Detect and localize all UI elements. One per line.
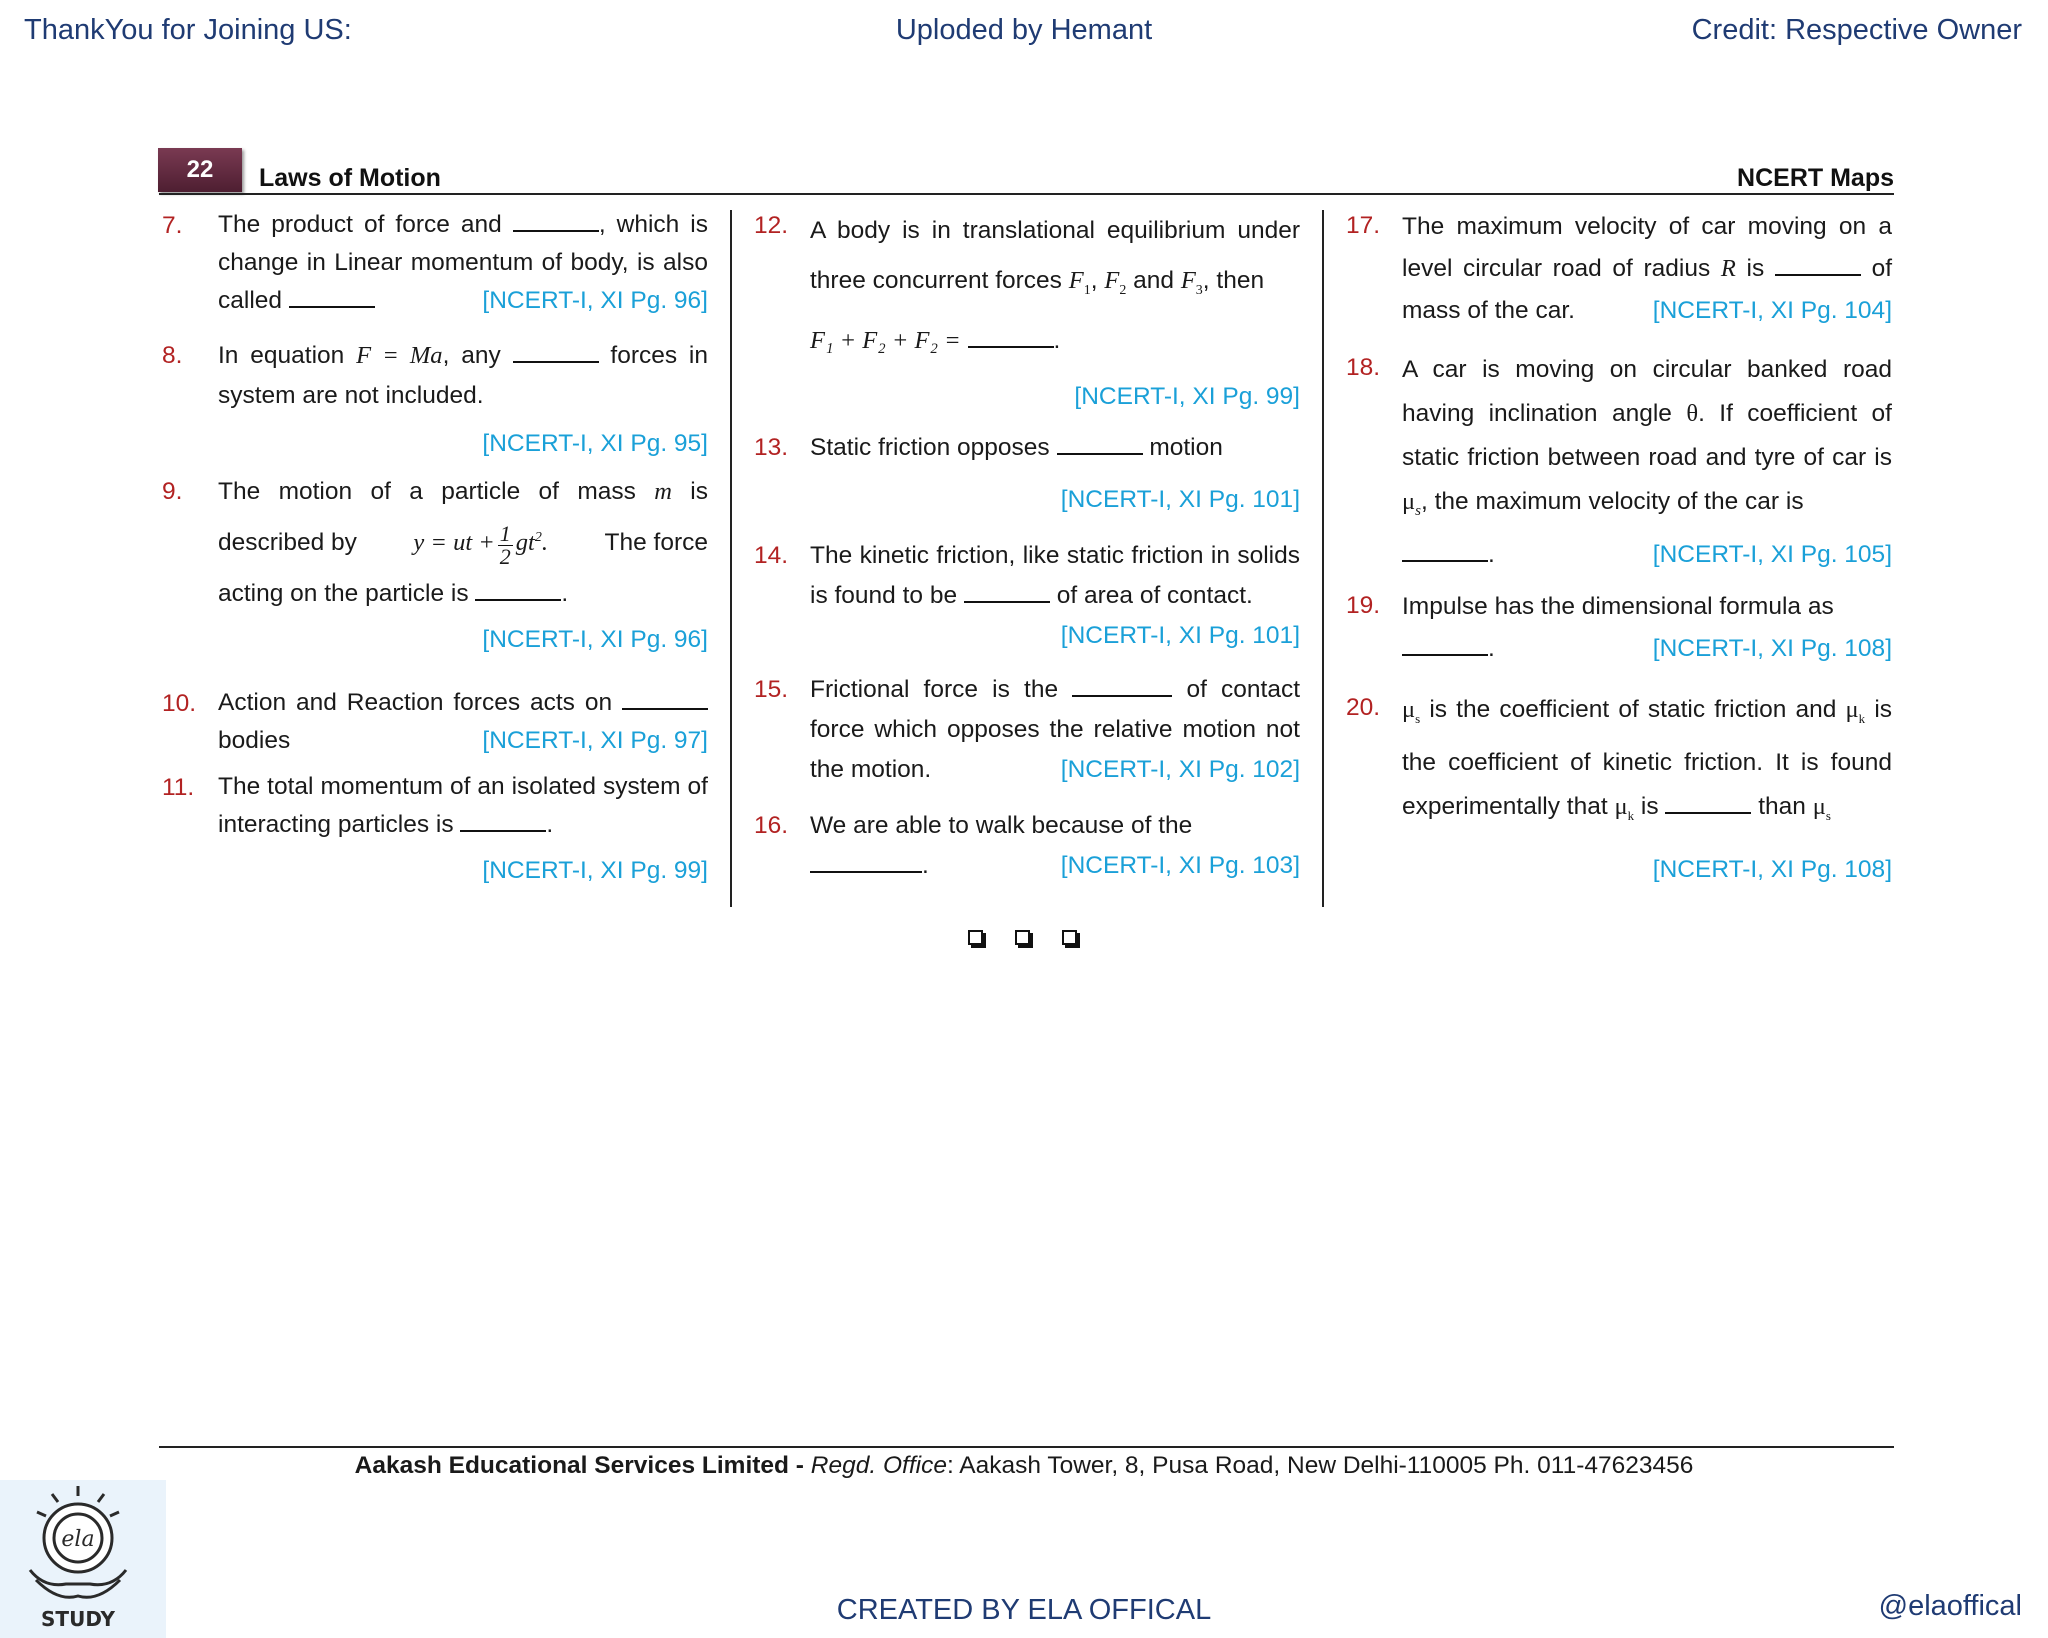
question-text: . If coefficient of static friction between road and tyre of car is — [1402, 400, 1892, 471]
question-text: bodies — [218, 727, 291, 754]
question-text: The maximum velocity of car moving on a level circular road of radius — [1402, 213, 1892, 282]
equation: F = Ma — [356, 342, 443, 369]
question-number: 19. — [1346, 592, 1381, 619]
footer-address-text: : Aakash Tower, 8, Pusa Road, New Delhi-110005 Ph. 011-47623456 — [946, 1452, 1694, 1479]
question-text: We are able to walk because of the — [810, 812, 1193, 839]
motion-equation: y = ut + $\frac{1}{2}$ $gt^2$. — [413, 520, 548, 569]
question-number: 11. — [162, 774, 195, 801]
question-number: 10. — [162, 690, 197, 717]
ncert-reference: [NCERT-I, XI Pg. 101] — [1060, 486, 1300, 513]
question-text: The motion of a particle of mass — [218, 478, 636, 505]
question-text: of area of contact. — [1056, 582, 1253, 609]
question-text: A body is in translational equilibrium under three concurrent forces — [810, 217, 1300, 294]
variable: R — [1720, 255, 1736, 282]
mu-s-symbol: $\mu_s$ — [1812, 792, 1831, 823]
answer-blank — [968, 324, 1054, 348]
question-text: , which is change in Linear momentum of body, is also called — [218, 211, 708, 314]
question-text: than — [1758, 792, 1806, 820]
footer-divider — [159, 1446, 1894, 1448]
ncert-reference: [NCERT-I, XI Pg. 95] — [482, 430, 708, 457]
mu-s-symbol: $\mu_s$ — [1402, 488, 1421, 519]
svg-text:ela: ela — [61, 1527, 95, 1552]
answer-blank — [1402, 538, 1488, 562]
force-vector-f1: $F_1$ — [1068, 267, 1091, 298]
sum-equation: F₁ + F₂ + F₂ = — [810, 326, 961, 354]
question-number: 14. — [754, 542, 789, 569]
banner-left-text: ThankYou for Joining US: — [24, 14, 352, 46]
answer-blank — [1775, 252, 1861, 276]
answer-blank — [289, 284, 375, 308]
question-number: 13. — [754, 434, 789, 461]
answer-blank — [810, 849, 922, 873]
question-text: and — [1133, 267, 1175, 294]
question-number: 12. — [754, 212, 789, 239]
footer-address — [0, 1452, 2048, 1480]
answer-blank — [1072, 673, 1172, 697]
footer-company: Aakash Educational Services Limited - — [354, 1452, 804, 1479]
ncert-reference: [NCERT-I, XI Pg. 99] — [482, 857, 708, 884]
square-bullet-icon — [1015, 930, 1030, 945]
ncert-reference: [NCERT-I, XI Pg. 101] — [1060, 622, 1300, 649]
ncert-reference: [NCERT-I, XI Pg. 96] — [482, 626, 708, 653]
question-number: 9. — [162, 478, 183, 505]
question-text: forces in system are not included. — [218, 342, 709, 409]
answer-blank — [1057, 431, 1143, 455]
force-vector-f3: $F_3$ — [1180, 267, 1203, 298]
question-text: described by — [218, 529, 357, 556]
social-handle: @elaoffical — [1878, 1590, 2022, 1622]
question-text: Static friction opposes — [810, 434, 1050, 461]
theta-symbol: θ — [1686, 400, 1699, 427]
answer-blank — [513, 208, 599, 232]
series-title: NCERT Maps — [1737, 164, 1894, 192]
chapter-title: Laws of Motion — [259, 164, 441, 192]
ncert-reference: [NCERT-I, XI Pg. 108] — [1652, 635, 1892, 662]
answer-blank — [513, 339, 599, 363]
section-end-marker — [968, 930, 1077, 945]
logo-text: STUDY — [41, 1607, 115, 1631]
header-divider — [159, 193, 1894, 195]
question-number: 7. — [162, 212, 183, 239]
banner-center-text: Uploded by Hemant — [895, 14, 1153, 46]
answer-blank — [1402, 632, 1488, 656]
column-divider-2 — [1322, 210, 1324, 907]
question-text: The kinetic friction, like static friction in solids is found to be — [810, 542, 1300, 609]
question-text: is — [690, 478, 708, 505]
column-divider-1 — [730, 210, 732, 907]
answer-blank — [1665, 790, 1751, 814]
mu-k-symbol: $\mu_k$ — [1845, 696, 1866, 726]
answer-blank — [622, 686, 708, 710]
question-text: Frictional force is the — [810, 676, 1059, 703]
ncert-reference: [NCERT-I, XI Pg. 102] — [1060, 756, 1300, 783]
question-text: motion — [1149, 434, 1223, 461]
question-text: acting on the particle is — [218, 580, 469, 607]
ncert-reference: [NCERT-I, XI Pg. 97] — [482, 727, 708, 754]
question-text: is the coefficient of static friction and — [1429, 696, 1837, 723]
question-text: is — [1746, 255, 1765, 282]
question-text: Impulse has the dimensional formula as — [1402, 593, 1834, 620]
created-by-text: CREATED BY ELA OFFICAL — [836, 1594, 1212, 1626]
question-text: Action and Reaction forces acts on — [218, 689, 613, 716]
banner-right-text: Credit: Respective Owner — [1691, 14, 2022, 46]
variable: m — [654, 478, 672, 505]
question-text: , then — [1202, 267, 1265, 294]
question-text: The total momentum of an isolated system of interacting particles is — [218, 773, 708, 838]
ncert-reference: [NCERT-I, XI Pg. 104] — [1652, 297, 1892, 324]
question-text: of mass of the car. — [1402, 255, 1892, 324]
answer-blank — [475, 577, 561, 601]
square-bullet-icon — [968, 930, 983, 945]
square-bullet-icon — [1062, 930, 1077, 945]
question-text: , any — [442, 342, 501, 369]
footer-office-label: Regd. Office — [810, 1452, 947, 1479]
answer-blank — [964, 579, 1050, 603]
question-text: is — [1640, 792, 1659, 820]
question-number: 8. — [162, 342, 183, 369]
page-number-badge: 22 — [158, 148, 242, 192]
question-text: The force — [604, 529, 708, 556]
question-number: 18. — [1346, 354, 1381, 381]
question-number: 16. — [754, 812, 789, 839]
ncert-reference: [NCERT-I, XI Pg. 108] — [1652, 855, 1892, 883]
question-text: , the maximum velocity of the car is — [1420, 488, 1804, 515]
mu-k-symbol: $\mu_k$ — [1614, 792, 1635, 823]
question-number: 17. — [1346, 212, 1381, 239]
question-number: 15. — [754, 676, 789, 703]
question-number: 20. — [1346, 694, 1381, 721]
question-text: A car is moving on circular banked road having inclination angle — [1402, 356, 1892, 427]
answer-blank — [460, 808, 546, 832]
force-vector-f2: $F_2$ — [1104, 267, 1127, 298]
question-text: is the coefficient of kinetic friction. It is found experimentally that — [1402, 696, 1893, 820]
question-text: of contact force which opposes the relative motion not the motion. — [810, 676, 1301, 783]
question-text: The product of force and — [218, 211, 502, 238]
mu-s-symbol: $\mu_s$ — [1402, 696, 1421, 726]
fraction-half: $\frac{1}{2}$ — [499, 520, 511, 569]
ncert-reference: [NCERT-I, XI Pg. 96] — [482, 287, 708, 314]
ncert-reference: [NCERT-I, XI Pg. 99] — [1074, 382, 1300, 410]
ncert-reference: [NCERT-I, XI Pg. 103] — [1060, 852, 1300, 879]
ncert-reference: [NCERT-I, XI Pg. 105] — [1652, 540, 1892, 568]
question-text: In equation — [218, 342, 345, 369]
